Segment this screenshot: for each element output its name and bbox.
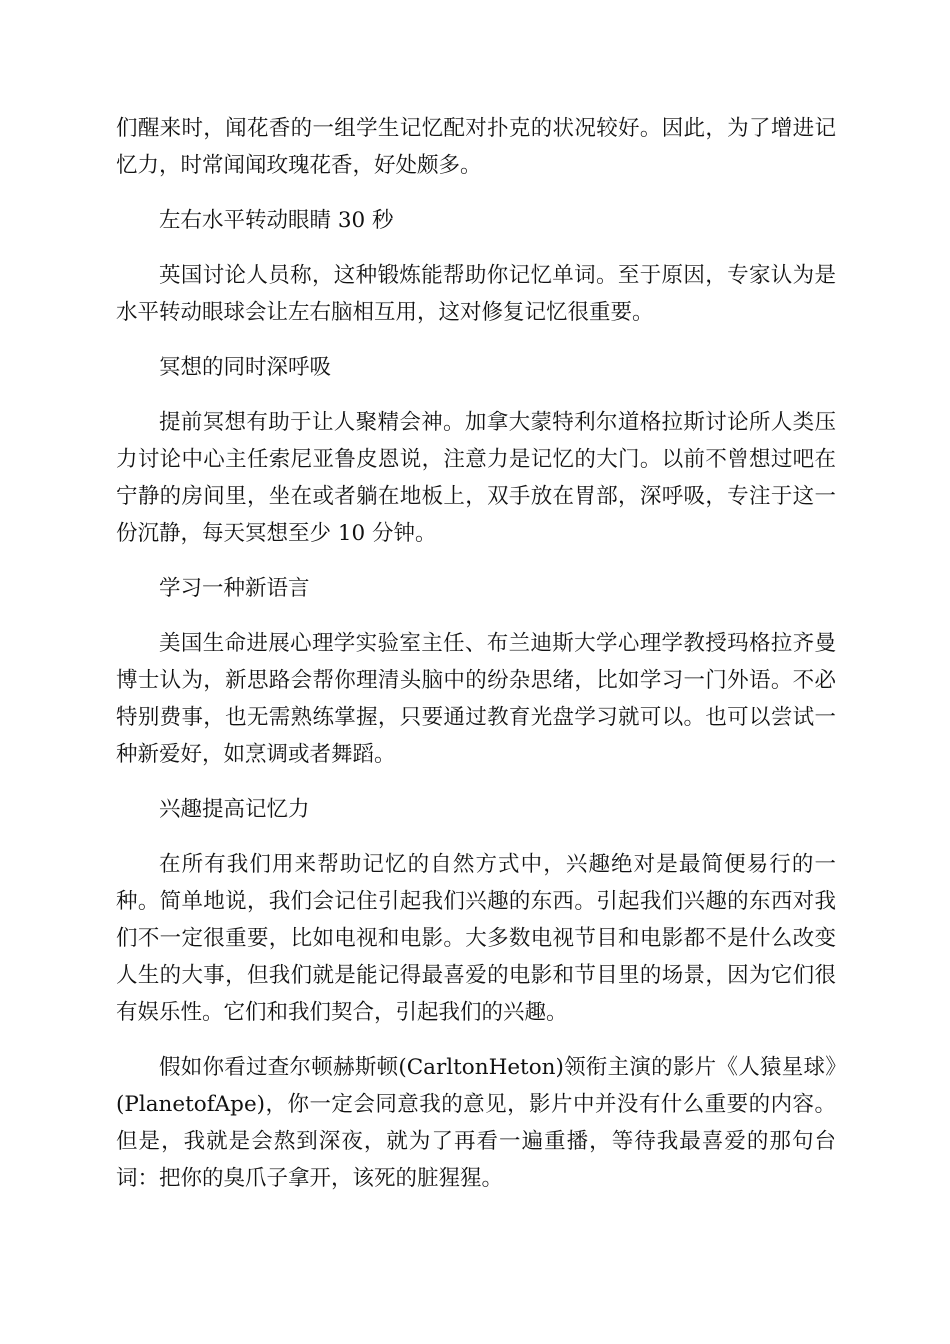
paragraph: 提前冥想有助于让人聚精会神。加拿大蒙特利尔道格拉斯讨论所人类压力讨论中心主任索尼亚鲁皮恩说，注意力是记忆的大门。以前不曾想过吧在宁静的房间里，坐在或者躺在地板上，双手放在胃部，深呼吸，专注于这一份沉静，每天冥想至少 10 分钟。 [116, 410, 836, 546]
paragraph: 假如你看过查尔顿赫斯顿(CarltonHeton)领衔主演的影片《人猿星球》(PlanetofApe)，你一定会同意我的意见，影片中并没有什么重要的内容。但是，我就是会熬到深夜，就为了再看一遍重播，等待我最喜爱的那句台词：把你的臭爪子拿开，该死的脏猩猩。 [116, 1055, 836, 1191]
section-heading: 兴趣提高记忆力 [159, 797, 310, 822]
section-heading: 学习一种新语言 [159, 576, 310, 601]
section-heading: 冥想的同时深呼吸 [159, 355, 332, 380]
paragraph: 在所有我们用来帮助记忆的自然方式中，兴趣绝对是最简便易行的一种。简单地说，我们会记住引起我们兴趣的东西。引起我们兴趣的东西对我们不一定很重要，比如电视和电影。大多数电视节目和电影都不是什么改变人生的大事，但我们就是能记得最喜爱的电影和节目里的场景，因为它们很有娱乐性。它们和我们契合，引起我们的兴趣。 [116, 852, 836, 1025]
paragraph: 美国生命进展心理学实验室主任、布兰迪斯大学心理学教授玛格拉齐曼博士认为，新思路会帮你理清头脑中的纷杂思绪，比如学习一门外语。不必特别费事，也无需熟练掌握，只要通过教育光盘学习就可以。也可以尝试一种新爱好，如烹调或者舞蹈。 [116, 631, 836, 767]
document-body [116, 110, 836, 1215]
paragraph: 们醒来时，闻花香的一组学生记忆配对扑克的状况较好。因此，为了增进记忆力，时常闻闻玫瑰花香，好处颇多。 [116, 116, 836, 178]
paragraph: 英国讨论人员称，这种锻炼能帮助你记忆单词。至于原因，专家认为是水平转动眼球会让左右脑相互用，这对修复记忆很重要。 [116, 263, 836, 325]
section-heading: 左右水平转动眼睛 30 秒 [159, 208, 394, 233]
